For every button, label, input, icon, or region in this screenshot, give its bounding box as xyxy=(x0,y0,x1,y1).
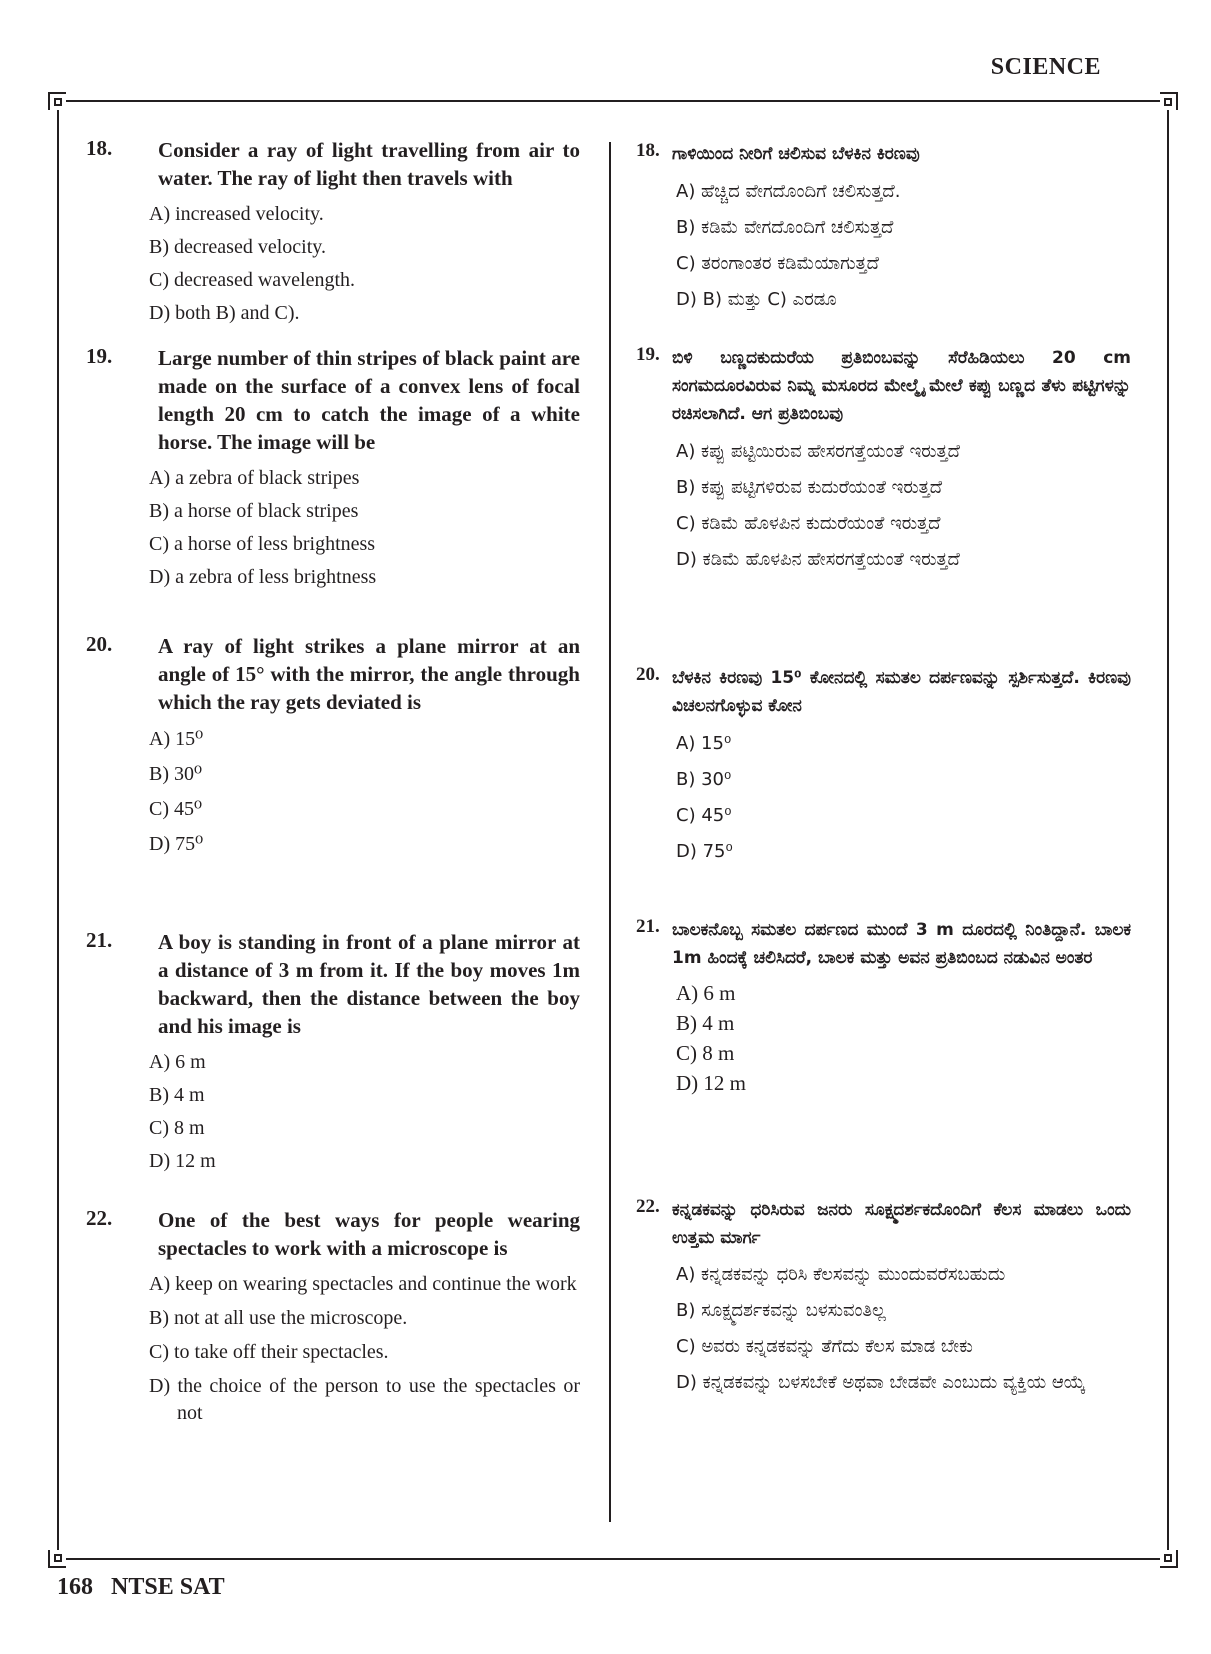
option-a: A) ಕನ್ನಡಕವನ್ನು ಧರಿಸಿ ಕೆಲಸವನ್ನು ಮುಂದುವರೆಸಬಹುದು xyxy=(676,1264,1006,1285)
option-d: D) 75⁰ xyxy=(149,833,204,855)
question-number: 20. xyxy=(636,664,660,685)
question-stem: A ray of light strikes a plane mirror at an angle of 15° with the mirror, the angle through which the ray gets deviated is xyxy=(158,634,580,714)
question-number: 18. xyxy=(636,140,660,161)
question-19-en xyxy=(86,344,580,594)
option-c: C) to take off their spectacles. xyxy=(149,1341,389,1363)
option-a: A) ಹೆಚ್ಚಿದ ವೇಗದೊಂದಿಗೆ ಚಲಿಸುತ್ತದೆ. xyxy=(676,181,901,202)
border-corner-ornament xyxy=(48,1550,66,1568)
question-stem: Large number of thin stripes of black paint are made on the surface of a convex lens of focal length 20 cm to catch the image of a white horse. The image will be xyxy=(158,346,580,454)
option-b: B) 4 m xyxy=(676,1011,735,1035)
option-c: C) ಅವರು ಕನ್ನಡಕವನ್ನು ತೆಗೆದು ಕೆಲಸ ಮಾಡ ಬೇಕು xyxy=(676,1336,973,1357)
option-b: B) ಸೂಕ್ಷ್ಮದರ್ಶಕವನ್ನು ಬಳಸುವಂತಿಲ್ಲ xyxy=(676,1300,886,1321)
page-number: 168 xyxy=(57,1574,93,1600)
column-divider xyxy=(609,142,611,1522)
option-c: C) 45⁰ xyxy=(676,805,732,826)
option-d: D) both B) and C). xyxy=(149,302,300,324)
question-19-kn xyxy=(636,344,1131,578)
page-footer xyxy=(57,1574,225,1601)
option-a: A) increased velocity. xyxy=(149,203,324,225)
option-c: C) ತರಂಗಾಂತರ ಕಡಿಮೆಯಾಗುತ್ತದೆ xyxy=(676,253,879,274)
question-stem: ಬಿಳಿ ಬಣ್ಣದಕುದುರೆಯ ಪ್ರತಿಬಿಂಬವನ್ನು ಸೆರೆಹಿಡಿಯಲು 20 cm ಸಂಗಮದೂರವಿರುವ ನಿಮ್ನ ಮಸೂರದ ಮೇಲ್ಮೈ ಮೇಲೆ ಕಪ್ಪು ಬಣ್ಣದ ತೆಳು ಪಟ್ಟಿಗಳನ್ನು ರಚಿಸಲಾಗಿದೆ. ಆಗ ಪ್ರತಿಬಿಂಬವು xyxy=(672,348,1131,424)
option-a: A) 6 m xyxy=(149,1051,206,1073)
question-20-en xyxy=(86,632,580,862)
option-b: B) ಕಪ್ಪು ಪಟ್ಟಿಗಳಿರುವ ಕುದುರೆಯಂತೆ ಇರುತ್ತದೆ xyxy=(676,477,943,498)
question-stem: ಕನ್ನಡಕವನ್ನು ಧರಿಸಿರುವ ಜನರು ಸೂಕ್ಷ್ಮದರ್ಶಕದೊಂದಿಗೆ ಕೆಲಸ ಮಾಡಲು ಒಂದು ಉತ್ತಮ ಮಾರ್ಗ xyxy=(672,1200,1131,1248)
question-20-kn xyxy=(636,664,1131,870)
question-number: 22. xyxy=(86,1206,113,1230)
option-c: C) 8 m xyxy=(149,1117,205,1139)
option-d: D) 75⁰ xyxy=(676,841,733,862)
border-corner-ornament xyxy=(1160,1550,1178,1568)
option-d: D) a zebra of less brightness xyxy=(149,566,377,588)
question-stem: One of the best ways for people wearing spectacles to work with a microscope is xyxy=(158,1208,580,1260)
question-number: 19. xyxy=(636,344,660,365)
option-b: B) 30⁰ xyxy=(676,769,732,790)
question-21-en xyxy=(86,928,580,1178)
option-b: B) 4 m xyxy=(149,1084,205,1106)
question-number: 19. xyxy=(86,344,113,368)
option-d: D) ಕನ್ನಡಕವನ್ನು ಬಳಸಬೇಕೆ ಅಥವಾ ಬೇಡವೇ ಎಂಬುದು ವ್ಯಕ್ತಿಯ ಆಯ್ಕೆ xyxy=(676,1372,1086,1393)
question-stem: Consider a ray of light travelling from air to water. The ray of light then travels with xyxy=(158,138,580,190)
exam-name: NTSE SAT xyxy=(111,1574,225,1600)
option-b: B) ಕಡಿಮೆ ವೇಗದೊಂದಿಗೆ ಚಲಿಸುತ್ತದೆ xyxy=(676,217,894,238)
page-subject-header: SCIENCE xyxy=(990,54,1101,80)
option-a: A) 15⁰ xyxy=(676,733,732,754)
question-number: 21. xyxy=(636,916,660,937)
option-a: A) ಕಪ್ಪು ಪಟ್ಟಿಯಿರುವ ಹೇಸರಗತ್ತೆಯಂತೆ ಇರುತ್ತದೆ xyxy=(676,441,960,462)
question-stem: A boy is standing in front of a plane mirror at a distance of 3 m from it. If the boy moves 1m backward, then the distance between the boy and his image is xyxy=(158,930,580,1038)
option-c: C) 8 m xyxy=(676,1041,735,1065)
border-corner-ornament xyxy=(1160,92,1178,110)
option-b: B) a horse of black stripes xyxy=(149,500,359,522)
option-b: B) decreased velocity. xyxy=(149,236,326,258)
option-a: A) keep on wearing spectacles and continue the work xyxy=(149,1273,577,1295)
option-d: D) 12 m xyxy=(676,1071,746,1095)
question-18-en xyxy=(86,136,580,330)
option-d: D) the choice of the person to use the spectacles or not xyxy=(149,1375,580,1424)
option-c: C) decreased wavelength. xyxy=(149,269,356,291)
question-21-kn xyxy=(636,916,1131,1098)
option-d: D) 12 m xyxy=(149,1150,216,1172)
option-d: D) B) ಮತ್ತು C) ಎರಡೂ xyxy=(676,289,837,310)
question-number: 22. xyxy=(636,1196,660,1217)
question-number: 18. xyxy=(86,136,113,160)
question-number: 21. xyxy=(86,928,113,952)
option-a: A) a zebra of black stripes xyxy=(149,467,360,489)
option-a: A) 15⁰ xyxy=(149,728,204,750)
option-b: B) 30⁰ xyxy=(149,763,203,785)
question-number: 20. xyxy=(86,632,113,656)
question-22-en xyxy=(86,1206,580,1431)
question-18-kn xyxy=(636,140,1131,318)
border-corner-ornament xyxy=(48,92,66,110)
option-a: A) 6 m xyxy=(676,981,736,1005)
question-22-kn xyxy=(636,1196,1131,1402)
option-c: C) ಕಡಿಮೆ ಹೊಳಪಿನ ಕುದುರೆಯಂತೆ ಇರುತ್ತದೆ xyxy=(676,513,941,534)
option-c: C) 45⁰ xyxy=(149,798,203,820)
option-d: D) ಕಡಿಮೆ ಹೊಳಪಿನ ಹೇಸರಗತ್ತೆಯಂತೆ ಇರುತ್ತದೆ xyxy=(676,549,960,570)
option-b: B) not at all use the microscope. xyxy=(149,1307,408,1329)
option-c: C) a horse of less brightness xyxy=(149,533,376,555)
question-stem: ಗಾಳಿಯಿಂದ ನೀರಿಗೆ ಚಲಿಸುವ ಬೆಳಕಿನ ಕಿರಣವು xyxy=(672,144,920,164)
question-stem: ಬಾಲಕನೊಬ್ಬ ಸಮತಲ ದರ್ಪಣದ ಮುಂದೆ 3 m ದೂರದಲ್ಲಿ ನಿಂತಿದ್ದಾನೆ. ಬಾಲಕ 1m ಹಿಂದಕ್ಕೆ ಚಲಿಸಿದರೆ, ಬಾಲಕ ಮತ್ತು ಅವನ ಪ್ರತಿಬಿಂಬದ ನಡುವಿನ ಅಂತರ xyxy=(672,920,1131,968)
question-stem: ಬೆಳಕಿನ ಕಿರಣವು 15⁰ ಕೋನದಲ್ಲಿ ಸಮತಲ ದರ್ಪಣವನ್ನು ಸ್ಪರ್ಶಿಸುತ್ತದೆ. ಕಿರಣವು ವಿಚಲನಗೊಳ್ಳುವ ಕೋನ xyxy=(672,668,1131,716)
